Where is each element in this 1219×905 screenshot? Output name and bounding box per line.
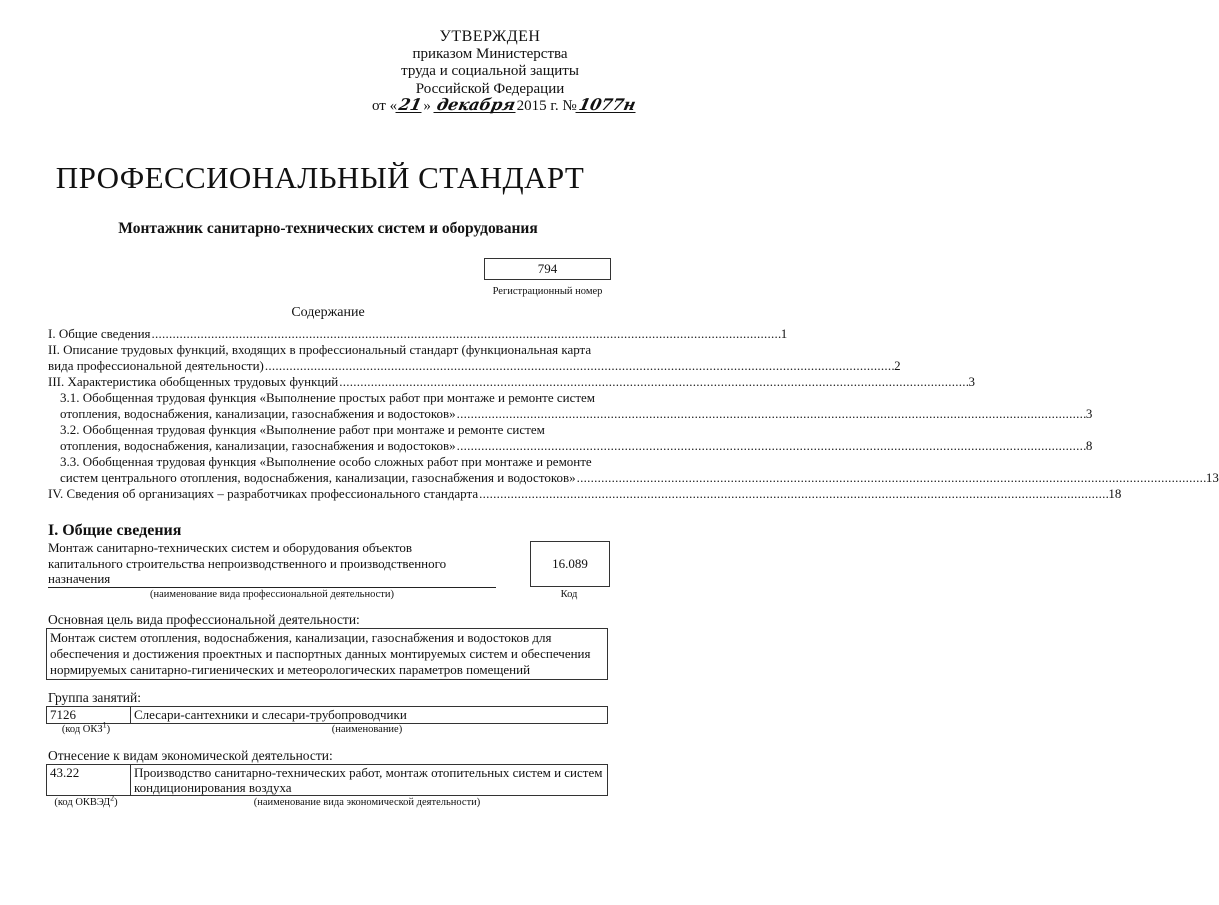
toc-item-page: 13 <box>1205 470 1219 485</box>
toc-item-text: III. Характеристика обобщенных трудовых функций <box>48 374 339 389</box>
toc-item-line1: II. Описание трудовых функций, входящих в профессиональный стандарт (функциональная карта <box>48 342 592 357</box>
toc-item-text: I. Общие сведения <box>48 326 151 341</box>
registration-number-box: 794 <box>484 258 611 280</box>
activity-code-caption: Код <box>560 589 578 600</box>
toc-item-text: IV. Сведения об организациях – разработчиках профессионального стандарта <box>48 486 479 501</box>
goal-label: Основная цель вида профессиональной деятельности: <box>48 612 360 627</box>
footnote-2-marker[interactable]: 2 <box>110 793 115 803</box>
goal-text-box: Монтаж систем отопления, водоснабжения, канализации, газоснабжения и водостоков для обеспечения и достижения проектных и паспортных данных монтируемых систем и обеспечения нормируемых санитарно-гигиенических и метеорологических параметров помещений <box>46 628 608 680</box>
occupation-name-caption: (наименование) <box>331 724 403 735</box>
activity-code-box: 16.089 <box>530 541 610 587</box>
toc-item[interactable] <box>48 486 1122 502</box>
toc-leader <box>457 406 1085 422</box>
toc-item-page: 18 <box>1108 486 1122 501</box>
section-heading: I. Общие сведения <box>48 522 182 539</box>
toc-title: Содержание <box>291 305 365 320</box>
toc-item[interactable] <box>48 454 1219 486</box>
toc-item[interactable] <box>48 326 788 342</box>
table-of-contents <box>48 326 1219 502</box>
handwritten-order-number: 1077н <box>576 95 638 114</box>
toc-item-text: отопления, водоснабжения, канализации, газоснабжения и водостоков» <box>60 406 456 421</box>
occupation-group-label: Группа занятий: <box>48 690 141 705</box>
toc-leader <box>457 438 1085 454</box>
toc-item-line1: 3.3. Обобщенная трудовая функция «Выполнение особо сложных работ при монтаже и ремонте <box>60 454 592 469</box>
approval-line-4: Российской Федерации <box>415 80 565 97</box>
toc-leader <box>479 486 1107 502</box>
toc-item-text: вида профессиональной деятельности) <box>48 358 264 373</box>
toc-item[interactable] <box>48 390 1093 422</box>
toc-leader <box>577 470 1205 486</box>
toc-item-text: систем центрального отопления, водоснабжения, канализации, газоснабжения и водостоков» <box>60 470 576 485</box>
economic-activity-label: Отнесение к видам экономической деятельности: <box>48 748 333 763</box>
toc-item[interactable] <box>48 422 1093 454</box>
toc-leader <box>152 326 780 342</box>
activity-caption: (наименование вида профессиональной деятельности) <box>150 589 394 600</box>
economic-activity-row <box>46 764 608 796</box>
occupation-group-row <box>46 706 608 724</box>
handwritten-day: 21 <box>397 95 424 114</box>
approval-block <box>340 28 640 116</box>
okved-caption-close: ) <box>114 797 118 808</box>
toc-item-page: 2 <box>894 358 901 373</box>
approval-line-2: приказом Министерства <box>412 45 568 62</box>
registration-number-label: Регистрационный номер <box>492 286 603 297</box>
okz-code-caption <box>46 720 126 735</box>
toc-item[interactable] <box>48 342 901 374</box>
activity-underline <box>48 587 496 588</box>
toc-item-page: 3 <box>1085 406 1093 421</box>
okved-code-caption <box>46 793 126 808</box>
okved-code: 43.22 <box>47 765 131 795</box>
economic-activity-name: Производство санитарно-технических работ, монтаж отопительных систем и систем кондиционирования воздуха <box>134 765 603 795</box>
toc-item-text: отопления, водоснабжения, канализации, газоснабжения и водостоков» <box>60 438 456 453</box>
toc-item-line1: 3.2. Обобщенная трудовая функция «Выполнение работ при монтаже и ремонте систем <box>60 422 545 437</box>
toc-item-page: 3 <box>968 374 976 389</box>
okz-caption-close: ) <box>106 724 111 735</box>
toc-item-page: 1 <box>780 326 788 341</box>
date-prefix: от « <box>372 98 398 114</box>
toc-item-page: 8 <box>1085 438 1093 453</box>
okz-code: 7126 <box>47 707 131 723</box>
toc-leader <box>265 358 893 374</box>
toc-item-line1: 3.1. Обобщенная трудовая функция «Выполнение простых работ при монтаже и ремонте систем <box>60 390 596 405</box>
economic-activity-caption: (наименование вида экономической деятельности) <box>253 797 481 808</box>
approval-title: УТВЕРЖДЕН <box>439 28 541 45</box>
toc-leader <box>339 374 967 390</box>
approval-line-3: труда и социальной защиты <box>401 63 579 79</box>
okz-caption-text: (код ОКЗ <box>61 724 103 735</box>
approval-date-line <box>340 95 640 116</box>
date-mid: » <box>423 98 435 114</box>
activity-name: Монтаж санитарно-технических систем и оборудования объектов капитального строительства непроизводственного и производственного назначения <box>48 540 447 586</box>
document-title: ПРОФЕССИОНАЛЬНЫЙ СТАНДАРТ <box>55 160 585 195</box>
date-year: 2015 г. № <box>516 98 577 114</box>
handwritten-month: декабря <box>434 95 517 114</box>
okved-caption-text: (код ОКВЭД <box>54 797 111 808</box>
toc-item[interactable] <box>48 374 976 390</box>
occupation-group-name: Слесари-сантехники и слесари-трубопроводчики <box>134 707 407 722</box>
footnote-1-marker[interactable]: 1 <box>102 720 107 730</box>
standard-name: Монтажник санитарно-технических систем и оборудования <box>118 220 538 237</box>
